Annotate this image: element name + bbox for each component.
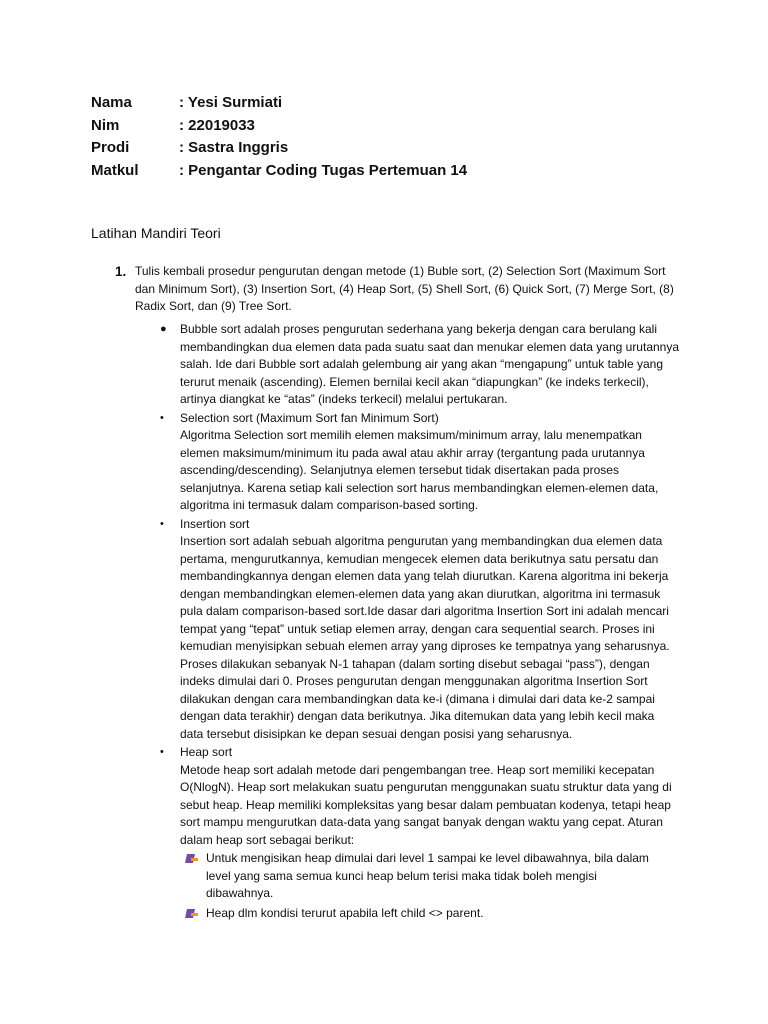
info-label: Prodi	[91, 139, 130, 156]
info-value: : Yesi Surmiati	[179, 94, 283, 111]
info-value: : Sastra Inggris	[179, 139, 289, 156]
section-subtitle: Latihan Mandiri Teori	[91, 225, 221, 241]
sub-bullet-text: Untuk mengisikan heap dimulai dari level 1 sampai ke level dibawahnya, bila dalam level yang sama semua kunci heap belum terisi maka tidak boleh mengisi dibawahnya.	[206, 851, 649, 900]
bullet-selection-sort	[160, 410, 687, 515]
bullet-dot-icon: ●	[160, 323, 167, 335]
student-info	[91, 92, 467, 182]
info-value: : Pengantar Coding Tugas Pertemuan 14	[179, 161, 468, 179]
info-row-nama	[91, 92, 467, 115]
info-label: Nim	[91, 116, 120, 134]
bullet-title: Heap sort	[180, 745, 233, 759]
info-row-prodi	[91, 137, 467, 160]
sub-bullet-text: Heap dlm kondisi terurut apabila left child <> parent.	[206, 905, 484, 920]
info-value: : 22019033	[179, 116, 255, 134]
bullet-body: Algoritma Selection sort memilih elemen maksimum/minimum array, lalu menempatkan elemen maksimum/minimum itu pada awal atau akhir array (tergantung pada urutannya ascending/descending). Selanjutnya elemen tersebut tidak disertakan pada proses selanjutnya. Karena setiap kali selection sort harus membandingkan elemen-elemen data, algoritma ini termasuk dalam comparison-based sorting.	[180, 428, 659, 512]
info-label: Matkul	[91, 161, 139, 179]
arrow-bullet-icon	[184, 905, 206, 923]
question-number: 1.	[115, 264, 127, 279]
sub-bullet-item	[184, 850, 687, 903]
bullet-body: Metode heap sort adalah metode dari pengembangan tree. Heap sort memiliki kecepatan O(NlogN). Heap sort melakukan suatu pengurutan menggunakan suatu struktur data yang di sebut heap. Heap memiliki kompleksitas yang besar dalam pembuatan kodenya, tetapi heap sort mampu mengurutkan data-data yang sangat banyak dengan waktu yang cepat. Aturan dalam heap sort sebagai berikut:	[180, 762, 672, 847]
heap-sort-rules	[160, 850, 687, 922]
answer-bullets	[160, 321, 687, 924]
bullet-body: Bubble sort adalah proses pengurutan sederhana yang bekerja dengan cara berulang kali membandingkan dua elemen data pada suatu saat dan menukar elemen data yang urutannya salah. Ide dari Bubble sort adalah gelembung air yang akan “mengapung” untuk table yang terurut menaik (ascending). Elemen bernilai kecil akan “diapungkan” (ke indeks terkecil), artinya diangkat ke “atas” (indeks terkecil) melalui pertukaran.	[180, 322, 680, 406]
bullet-heap-sort	[160, 744, 687, 849]
bullet-insertion-sort	[160, 516, 687, 744]
bullet-body: Insertion sort adalah sebuah algoritma pengurutan yang membandingkan dua elemen data pertama, mengurutkannya, kemudian mengecek elemen data berikutnya satu persatu dan membandingkannya dengan elemen data yang telah diurutkan. Karena algoritma ini bekerja dengan membandingkan elemen-elemen data yang akan diurutkan, algoritma ini termasuk pula dalam comparison-based sort.Ide dasar dari algoritma Insertion Sort ini adalah mencari tempat yang “tepat” untuk setiap elemen array, dengan cara sequential search. Proses ini kemudian menyisipkan sebuah elemen array yang diproses ke tempatnya yang seharusnya. Proses dilakukan sebanyak N-1 tahapan (dalam sorting disebut sebagai “pass”), dengan indeks dimulai dari 0. Proses pengurutan dengan menggunakan algoritma Insertion Sort dilakukan dengan cara membandingkan data ke-i (dimana i dimulai dari data ke-2 sampai dengan data terakhir) dengan data berikutnya. Jika ditemukan data yang lebih kecil maka data tersebut disisipkan ke depan sesuai dengan posisi yang seharusnya.	[180, 534, 670, 741]
question-1	[115, 263, 685, 316]
bullet-bubble-sort	[160, 321, 687, 409]
bullet-title: Insertion sort	[180, 516, 250, 531]
info-label: Nama	[91, 94, 132, 111]
info-row-matkul	[91, 160, 467, 183]
bullet-title: Selection sort (Maximum Sort fan Minimum Sort)	[180, 410, 439, 425]
info-row-nim	[91, 115, 467, 138]
bullet-dot-icon: •	[160, 517, 164, 530]
arrow-bullet-icon	[184, 850, 206, 868]
bullet-dot-icon: •	[160, 411, 164, 424]
bullet-dot-icon: •	[160, 746, 164, 758]
question-text: Tulis kembali prosedur pengurutan dengan metode (1) Buble sort, (2) Selection Sort (Maximum Sort dan Minimum Sort), (3) Insertion Sort, (4) Heap Sort, (5) Shell Sort, (6) Quick Sort, (7) Merge Sort, (8) Radix Sort, dan (9) Tree Sort.	[135, 264, 674, 313]
sub-bullet-item	[184, 905, 687, 923]
